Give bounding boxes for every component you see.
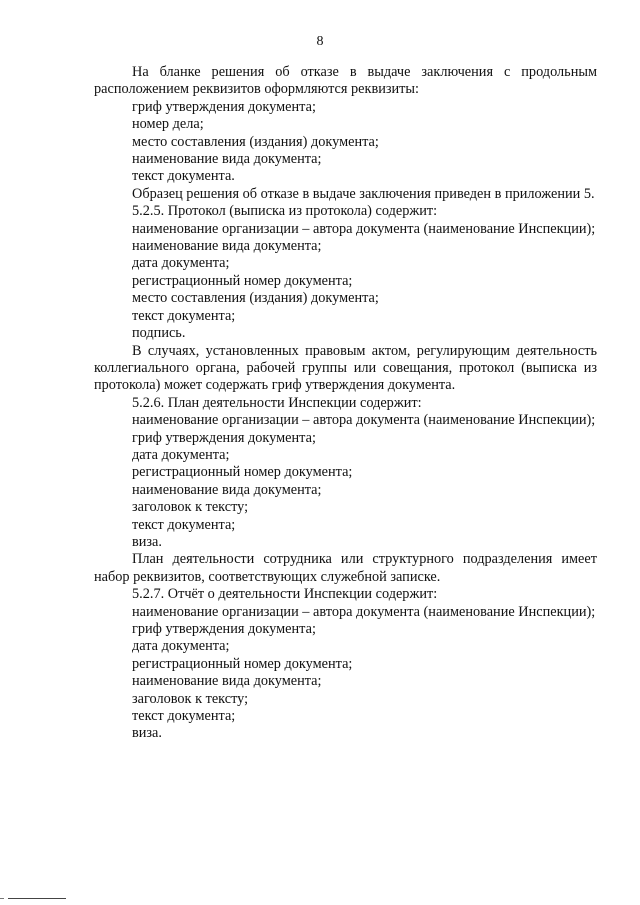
section-heading-5-2-5: 5.2.5. Протокол (выписка из протокола) содержит:	[132, 203, 438, 220]
requisite-item: место составления (издания) документа;	[132, 290, 379, 307]
requisite-item: номер дела;	[132, 116, 204, 133]
requisite-item: наименование вида документа;	[132, 481, 322, 498]
footer-rule	[8, 898, 66, 899]
requisite-item: регистрационный номер документа;	[132, 272, 353, 289]
paragraph-refusal-form-intro: На бланке решения об отказе в выдаче заключения с продольным расположением реквизитов оформляются реквизиты:	[94, 64, 597, 98]
requisite-item: наименование вида документа;	[132, 673, 322, 690]
requisite-item: наименование организации – автора документа (наименование Инспекции);	[132, 603, 596, 620]
requisite-item: текст документа.	[132, 168, 235, 185]
requisite-item: виза.	[132, 725, 162, 742]
requisite-item: заголовок к тексту;	[132, 690, 249, 707]
requisite-item: регистрационный номер документа;	[132, 655, 353, 672]
requisite-item: наименование вида документа;	[132, 151, 322, 168]
requisite-item: подпись.	[132, 325, 186, 342]
requisite-item: текст документа;	[132, 307, 236, 324]
paragraph-plan-note: План деятельности сотрудника или структурного подразделения имеет набор реквизитов, соответствующих служебной записке.	[94, 551, 597, 585]
paragraph-refusal-sample-note: Образец решения об отказе в выдаче заключения приведен в приложении 5.	[132, 185, 595, 202]
requisite-item: текст документа;	[132, 516, 236, 533]
requisite-item: дата документа;	[132, 446, 230, 463]
requisite-item: дата документа;	[132, 638, 230, 655]
requisite-item: гриф утверждения документа;	[132, 621, 316, 637]
section-heading-5-2-7: 5.2.7. Отчёт о деятельности Инспекции содержит:	[132, 586, 438, 603]
paragraph-protocol-approval-note: В случаях, установленных правовым актом, регулирующим деятельность коллегиального органа, рабочей группы или совещания, протокол (выписка из протокола) может содержать гриф утверждения документа.	[94, 342, 597, 394]
requisite-item: регистрационный номер документа;	[132, 464, 353, 481]
requisite-item: наименование организации – автора документа (наименование Инспекции);	[132, 220, 596, 237]
requisite-item: гриф утверждения документа;	[132, 429, 316, 446]
page-number: 8	[316, 34, 324, 49]
requisite-item: место составления (издания) документа;	[132, 133, 379, 150]
requisite-item: гриф утверждения документа;	[132, 98, 316, 115]
requisite-item: заголовок к тексту;	[132, 499, 249, 516]
section-heading-5-2-6: 5.2.6. План деятельности Инспекции содержит:	[132, 394, 422, 411]
requisite-item: текст документа;	[132, 708, 236, 725]
requisite-item: виза.	[132, 533, 162, 550]
document-body	[94, 64, 597, 743]
requisite-item: наименование вида документа;	[132, 238, 322, 255]
requisite-item: наименование организации – автора документа (наименование Инспекции);	[132, 412, 596, 429]
footer-rule-mark	[0, 898, 4, 899]
requisite-item: дата документа;	[132, 255, 230, 272]
